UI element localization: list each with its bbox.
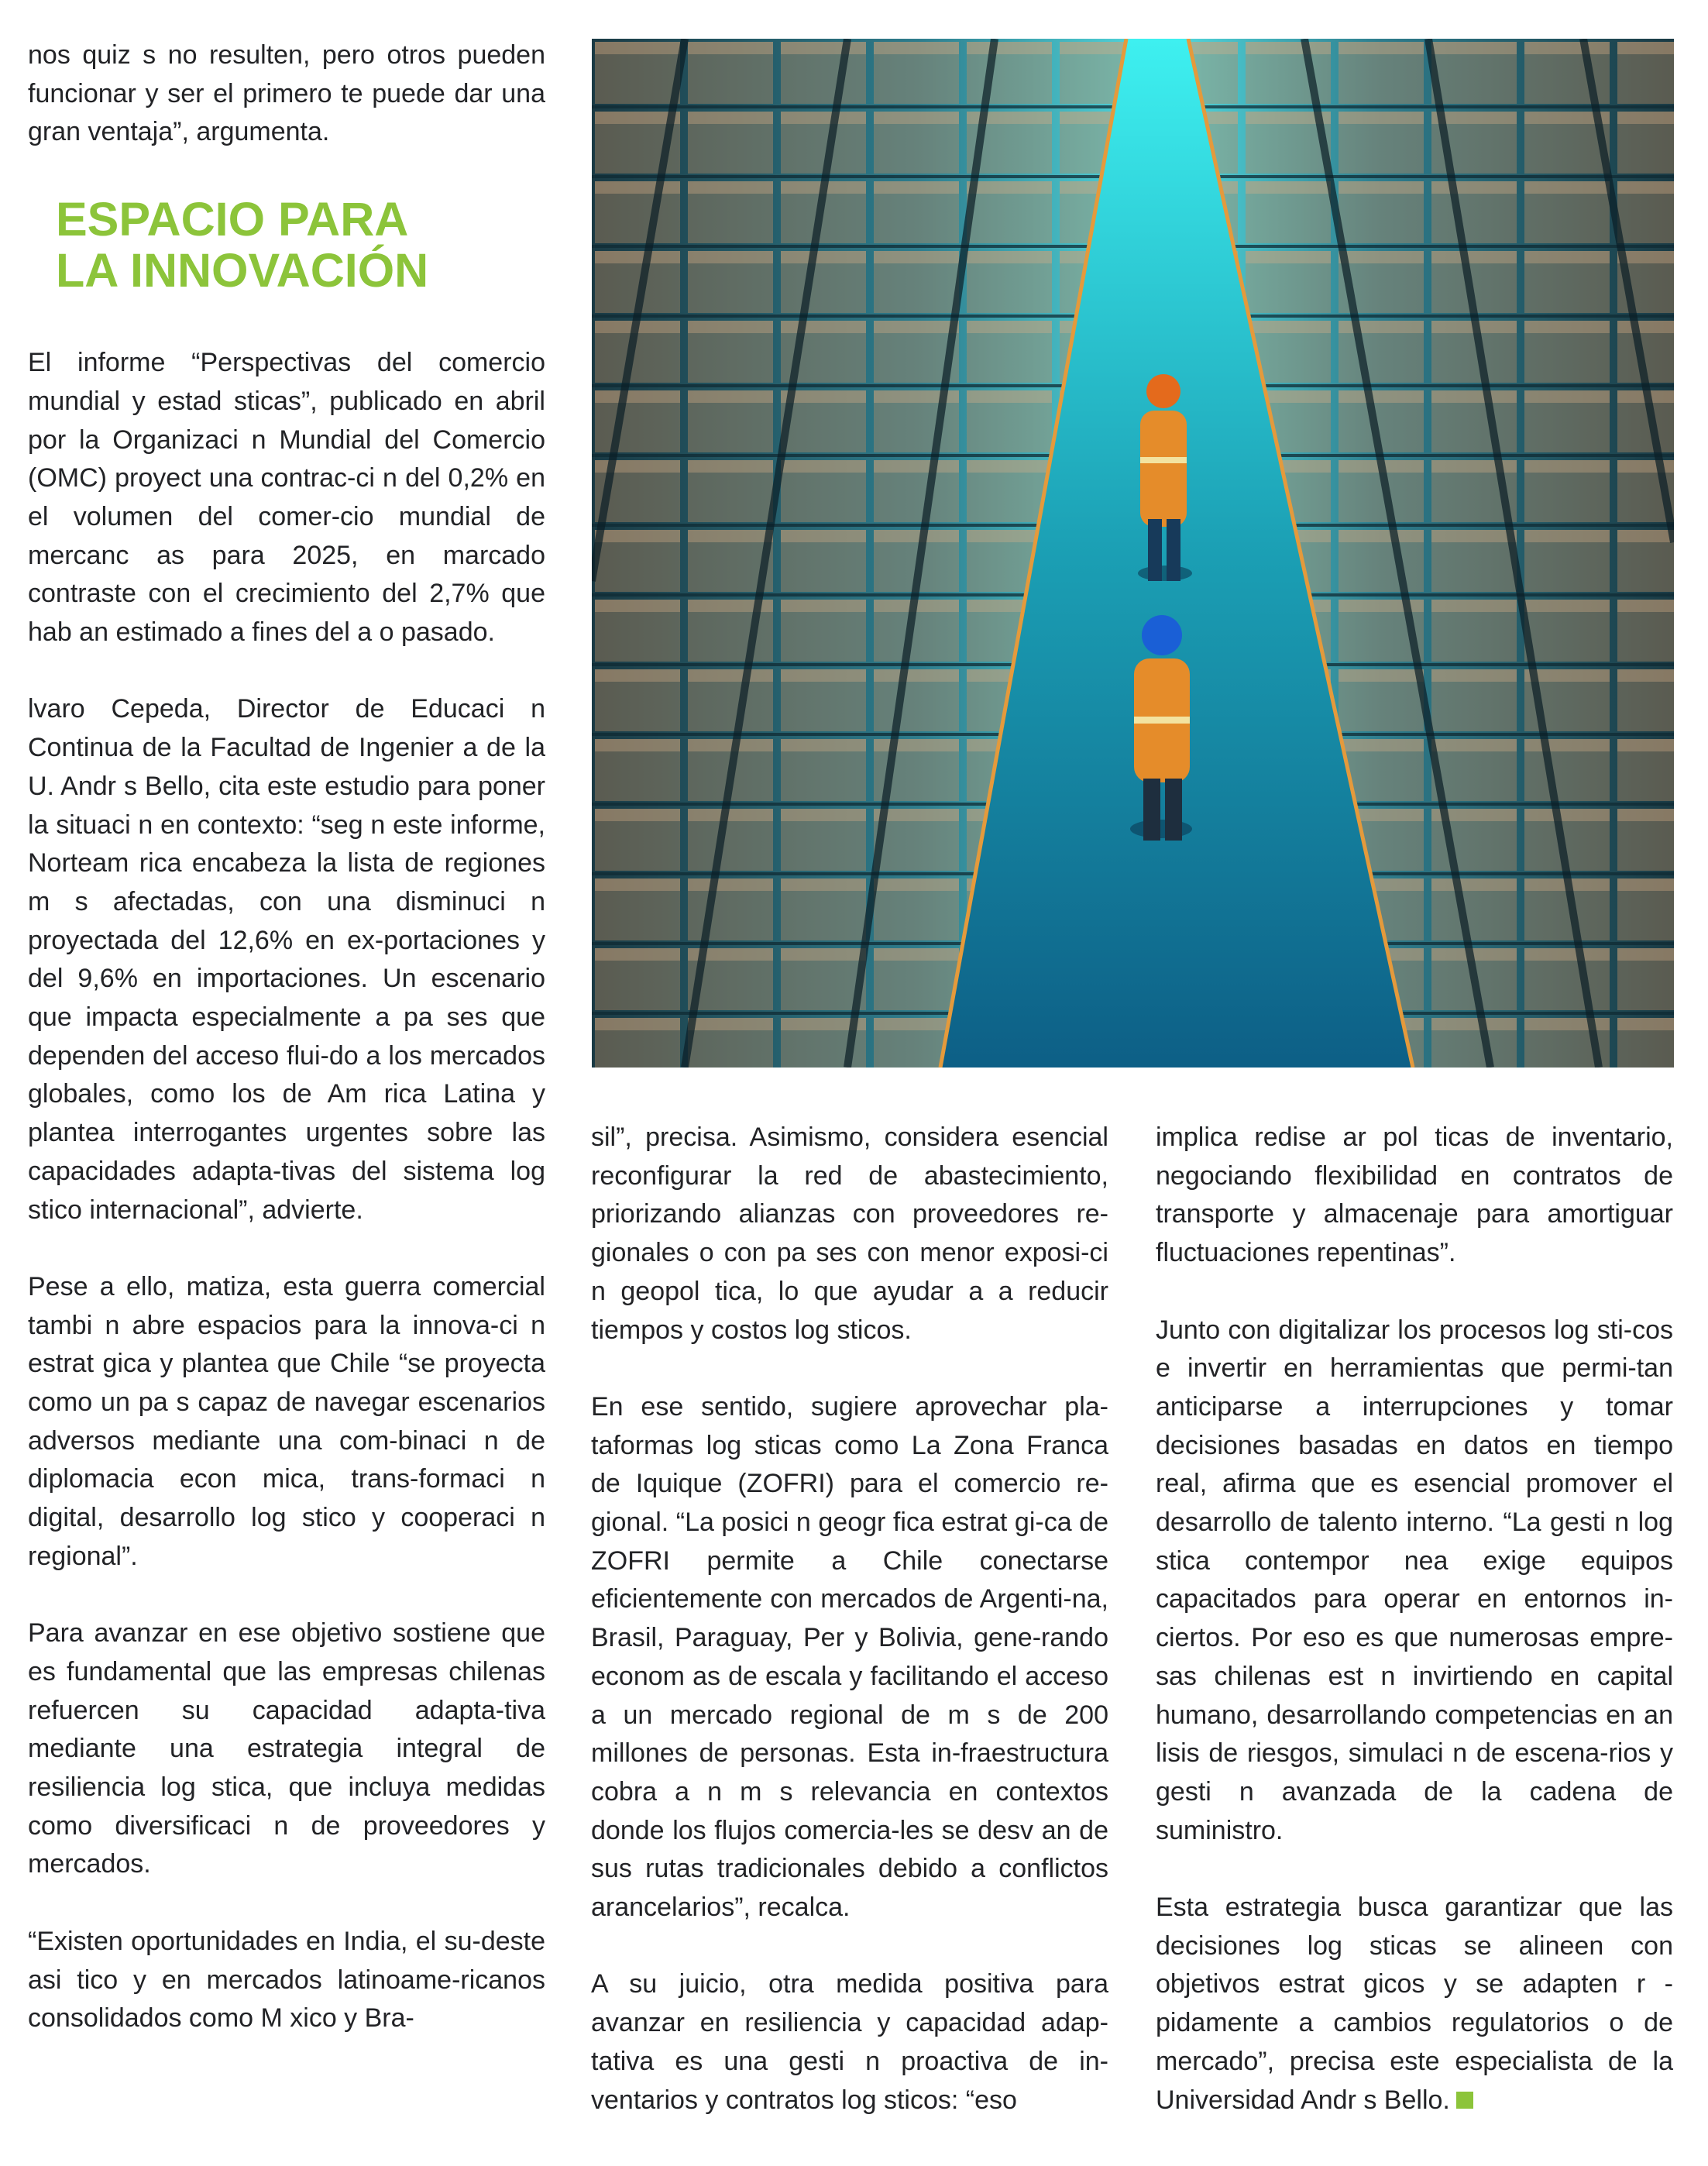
paragraph: lvaro Cepeda, Director de Educaci n Continua de la Facultad de Ingenier a de la U. Andr s Bello, cita este estudio para poner la situaci n en contexto: “seg n este informe, Norteam rica encabeza la lista de regiones m s afectadas, con una disminuci n proyectada del 12,6% en ex-portaciones y del 9,6% en importaciones. Un escenario que impacta especialmente a pa ses que dependen del acceso flui-do a los mercados globales, como los de Am rica Latina y plantea interrogantes urgentes sobre las capacidades adapta-tivas del sistema log stico internacional”, advierte. [28, 694, 545, 1225]
section-heading [56, 194, 545, 296]
paragraph: nos quiz s no resulten, pero otros pueden funcionar y ser el primero te puede dar una gran ventaja”, argumenta. [28, 40, 545, 147]
section-heading-line-1: ESPACIO PARA [56, 193, 409, 246]
warehouse-photo [592, 39, 1674, 1068]
article-column-1 [28, 36, 545, 2038]
paragraph: “Existen oportunidades en India, el su-deste asi tico y en mercados latinoame-ricanos consolidados como M xico y Bra- [28, 1926, 545, 2034]
paragraph: En ese sentido, sugiere aprovechar pla-taformas log sticas como La Zona Franca de Iquique (ZOFRI) para el comercio re-gional. “La posici n geogr fica estrat gi-ca de ZOFRI permite a Chile conectarse eficientemente con mercados de Argenti-na, Brasil, Paraguay, Per y Bolivia, gene-rando econom as de escala y facilitando el acceso a un mercado regional de m s de 200 millones de personas. Esta in-fraestructura cobra a n m s relevancia en contextos donde los flujos comercia-les se desv an de sus rutas tradicionales debido a conflictos arancelarios”, recalca. [591, 1391, 1108, 1923]
article-column-2 [591, 1119, 1108, 2120]
paragraph: sil”, precisa. Asimismo, considera esencial reconfigurar la red de abastecimiento, priorizando alianzas con proveedores re-gionales o con pa ses con menor exposi-ci n geopol tica, lo que ayudar a a reducir tiempos y costos log sticos. [591, 1123, 1108, 1345]
end-of-article-square-icon [1456, 2092, 1473, 2109]
paragraph: Junto con digitalizar los procesos log sti-cos e invertir en herramientas que permi-tan anticiparse a interrupciones y tomar decisiones basadas en datos en tiempo real, afirma que es esencial promover el desarrollo de talento interno. “La gesti n log stica contempor nea exige equipos capacitados para operar en entornos in-ciertos. Por eso es que numerosas empre-sas chilenas est n invirtiendo en capital humano, desarrollando competencias en an lisis de riesgos, simulaci n de escena-rios y gesti n avanzada de la cadena de suministro. [1156, 1315, 1673, 1845]
article-column-3 [1156, 1119, 1673, 2120]
paragraph: El informe “Perspectivas del comercio mundial y estad sticas”, publicado en abril por la Organizaci n Mundial del Comercio (OMC) proyect una contrac-ci n del 0,2% en el volumen del comer-cio mundial de mercanc as para 2025, en marcado contraste con el crecimiento del 2,7% que hab an estimado a fines del a o pasado. [28, 348, 545, 648]
paragraph-text: Esta estrategia busca garantizar que las decisiones log sticas se alineen con objetivos estrat gicos y se adapten r -pidamente a cambios regulatorios o de mercado”, precisa este especialista de la Universidad Andr s Bello. [1156, 1893, 1673, 2115]
paragraph: A su juicio, otra medida positiva para avanzar en resiliencia y capacidad adap-tativa es una gesti n proactiva de in-ventarios y contratos log sticos: “eso [591, 1969, 1108, 2115]
paragraph: implica redise ar pol ticas de inventario, negociando flexibilidad en contratos de transporte y almacenaje para amortiguar fluctuaciones repentinas”. [1156, 1123, 1673, 1268]
paragraph: Para avanzar en ese objetivo sostiene que es fundamental que las empresas chilenas refuercen su capacidad adapta-tiva mediante una estrategia integral de resiliencia log stica, que incluya medidas como diversificaci n de proveedores y mercados. [28, 1618, 545, 1879]
section-heading-line-2: LA INNOVACIÓN [56, 244, 429, 297]
paragraph [1156, 1889, 1673, 2120]
paragraph: Pese a ello, matiza, esta guerra comercial tambi n abre espacios para la innova-ci n estrat gica y plantea que Chile “se proyecta como un pa s capaz de navegar escenarios adversos mediante una com-binaci n de diplomacia econ mica, trans-formaci n digital, desarrollo log stico y cooperaci n regional”. [28, 1271, 545, 1571]
